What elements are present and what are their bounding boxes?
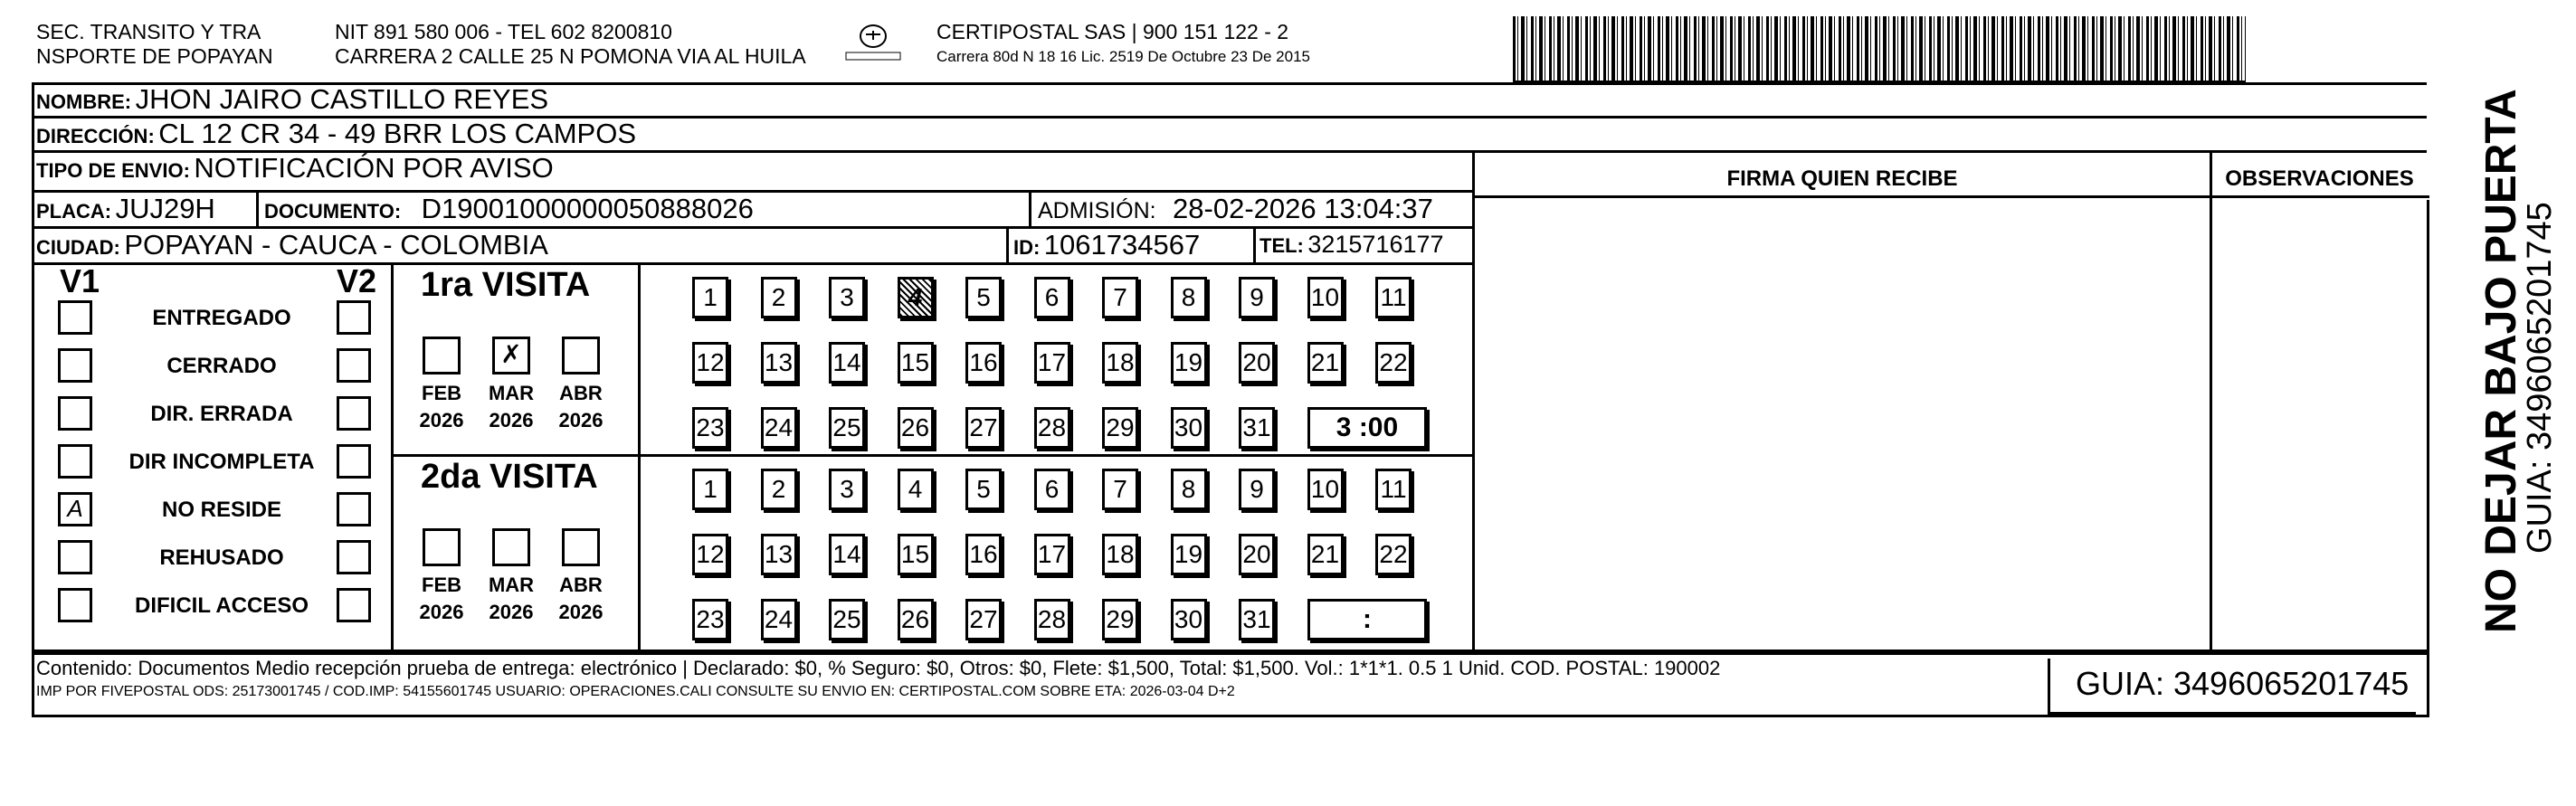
placa-value: JUJ29H: [115, 193, 215, 224]
day-box[interactable]: 9: [1239, 277, 1275, 318]
documento-value: D19001000000050888026: [421, 193, 754, 224]
day-box[interactable]: 11: [1375, 469, 1412, 510]
day-box[interactable]: 19: [1171, 342, 1207, 384]
day-box[interactable]: 12: [692, 534, 728, 575]
month-label: ABR: [559, 382, 603, 404]
agency-line-2: NSPORTE DE POPAYAN: [36, 44, 273, 68]
day-box[interactable]: 8: [1171, 469, 1207, 510]
address-line: CARRERA 2 CALLE 25 N POMONA VIA AL HUILA: [335, 44, 806, 68]
day-box[interactable]: 31: [1239, 599, 1275, 640]
day-box[interactable]: 24: [761, 407, 797, 449]
day-box[interactable]: 10: [1307, 277, 1344, 318]
day-box[interactable]: 11: [1375, 277, 1412, 318]
day-box[interactable]: 18: [1102, 534, 1138, 575]
status-option-label: REHUSADO: [159, 545, 284, 570]
month-label: MAR: [488, 574, 535, 596]
day-box[interactable]: 22: [1375, 342, 1412, 384]
day-box[interactable]: 1: [692, 277, 728, 318]
admision-label: ADMISIÓN:: [1038, 198, 1156, 223]
divider: [1006, 226, 1009, 262]
year-label: 2026: [558, 601, 604, 623]
documento-row: [264, 193, 754, 225]
day-box[interactable]: 14: [829, 534, 865, 575]
year-label: 2026: [489, 409, 534, 431]
day-box[interactable]: 12: [692, 342, 728, 384]
day-box[interactable]: 25: [829, 407, 865, 449]
tel-label: TEL:: [1259, 234, 1304, 257]
month-label: FEB: [422, 574, 461, 596]
month-checkbox[interactable]: ✗: [492, 337, 530, 375]
day-box[interactable]: 2: [761, 469, 797, 510]
id-value: 1061734567: [1043, 229, 1201, 261]
day-box[interactable]: 10: [1307, 469, 1344, 510]
v2-checkbox[interactable]: [337, 588, 371, 622]
observaciones-label: OBSERVACIONES: [2225, 166, 2414, 191]
day-box[interactable]: 18: [1102, 342, 1138, 384]
day-box[interactable]: 7: [1102, 469, 1138, 510]
day-box[interactable]: 16: [965, 534, 1002, 575]
certipostal-logo: [841, 20, 905, 67]
day-box[interactable]: 30: [1171, 599, 1207, 640]
day-box[interactable]: 8: [1171, 277, 1207, 318]
month-checkbox[interactable]: [423, 337, 461, 375]
day-box[interactable]: 15: [898, 342, 934, 384]
direccion-value: CL 12 CR 34 - 49 BRR LOS CAMPOS: [158, 118, 636, 149]
day-box[interactable]: 21: [1307, 534, 1344, 575]
day-box[interactable]: 9: [1239, 469, 1275, 510]
divider: [256, 190, 259, 226]
v1-checkbox[interactable]: [58, 348, 92, 383]
day-box[interactable]: 7: [1102, 277, 1138, 318]
month-checkbox[interactable]: [492, 528, 530, 566]
day-box[interactable]: 29: [1102, 407, 1138, 449]
day-box[interactable]: 20: [1239, 342, 1275, 384]
barcode: [1513, 16, 2246, 81]
day-box[interactable]: 20: [1239, 534, 1275, 575]
v2-checkbox[interactable]: [337, 540, 371, 574]
v1-checkbox[interactable]: [58, 588, 92, 622]
day-box[interactable]: 19: [1171, 534, 1207, 575]
firma-label: FIRMA QUIEN RECIBE: [1726, 166, 1958, 191]
divider: [638, 262, 641, 652]
footer-guia: GUIA: 3496065201745: [2076, 665, 2410, 702]
year-label: 2026: [558, 409, 604, 431]
tel-row: [1259, 231, 1444, 259]
day-box[interactable]: 13: [761, 342, 797, 384]
year-label: 2026: [419, 601, 464, 623]
day-box[interactable]: 5: [965, 469, 1002, 510]
day-box[interactable]: 6: [1034, 277, 1070, 318]
v1-label: V1: [60, 262, 100, 299]
vertical-guia: GUIA: 3496065201745: [2521, 202, 2559, 554]
tipo-value: NOTIFICACIÓN POR AVISO: [194, 152, 554, 184]
ciudad-value: POPAYAN - CAUCA - COLOMBIA: [124, 229, 548, 261]
day-box[interactable]: 16: [965, 342, 1002, 384]
day-box[interactable]: 6: [1034, 469, 1070, 510]
v2-label: V2: [337, 262, 377, 299]
tel-value: 3215716177: [1307, 231, 1444, 258]
documento-label: DOCUMENTO:: [264, 200, 402, 223]
day-box[interactable]: 2: [761, 277, 797, 318]
v1-checkbox[interactable]: [58, 396, 92, 431]
id-row: [1013, 229, 1200, 261]
month-checkbox[interactable]: [562, 337, 600, 375]
day-box[interactable]: 1: [692, 469, 728, 510]
year-label: 2026: [489, 601, 534, 623]
day-box[interactable]: 28: [1034, 407, 1070, 449]
footer-print-info: IMP POR FIVEPOSTAL ODS: 25173001745 / COD.IMP: 54155601745 USUARIO: OPERACIONES.CALI CONSULTE SU ENVIO EN: CERTIPOSTAL.COM SOBRE ETA: 2026-03-04 D+2: [36, 684, 1235, 699]
no-dejar-bajo-puerta: NO DEJAR BAJO PUERTA: [2477, 89, 2525, 633]
ciudad-label: CIUDAD:: [36, 236, 120, 259]
year-label: 2026: [419, 409, 464, 431]
divider: [391, 454, 1475, 457]
day-box[interactable]: 13: [761, 534, 797, 575]
divider: [2427, 82, 2432, 200]
ciudad-row: [36, 229, 548, 261]
direccion-row: [36, 118, 636, 148]
day-box[interactable]: 31: [1239, 407, 1275, 449]
time-box[interactable]: :: [1307, 599, 1427, 640]
status-option-label: DIFICIL ACCESO: [134, 593, 309, 618]
day-box[interactable]: 3: [829, 277, 865, 318]
day-box[interactable]: 17: [1034, 534, 1070, 575]
signature-area[interactable]: [1475, 198, 2210, 652]
tipo-label: TIPO DE ENVIO:: [36, 159, 190, 182]
status-option-label: CERRADO: [166, 354, 277, 378]
nombre-row: [36, 83, 548, 114]
day-box[interactable]: 17: [1034, 342, 1070, 384]
v2-checkbox[interactable]: [337, 492, 371, 526]
day-box[interactable]: 25: [829, 599, 865, 640]
header: [36, 20, 1520, 76]
day-box[interactable]: 15: [898, 534, 934, 575]
v2-checkbox[interactable]: [337, 300, 371, 335]
footer-contents: Contenido: Documentos Medio recepción prueba de entrega: electrónico | Declarado: $0, % Seguro: $0, Otros: $0, Flete: $1,500, Total: $1,500. Vol.: 1*1*1. 0.5 1 Unid. COD. POSTAL: 190002: [36, 657, 1721, 679]
divider: [32, 262, 1475, 265]
day-box[interactable]: 14: [829, 342, 865, 384]
nombre-label: NOMBRE:: [36, 90, 132, 113]
direccion-label: DIRECCIÓN:: [36, 125, 155, 147]
day-box[interactable]: 21: [1307, 342, 1344, 384]
day-box[interactable]: 5: [965, 277, 1002, 318]
day-box[interactable]: 22: [1375, 534, 1412, 575]
status-option-label: DIR INCOMPLETA: [128, 450, 315, 474]
day-box[interactable]: 4: [898, 469, 934, 510]
agency-name: [36, 20, 273, 69]
day-box[interactable]: 24: [761, 599, 797, 640]
day-box[interactable]: 3: [829, 469, 865, 510]
v1-checkbox[interactable]: A: [58, 492, 92, 526]
status-option-label: NO RESIDE: [161, 498, 282, 522]
v2-checkbox[interactable]: [337, 396, 371, 431]
month-label: ABR: [559, 574, 603, 596]
status-option-label: ENTREGADO: [152, 306, 291, 330]
visit-title: 1ra VISITA: [421, 266, 591, 304]
month-label: FEB: [422, 382, 461, 404]
agency-line-1: SEC. TRANSITO Y TRA: [36, 20, 261, 43]
day-box[interactable]: 27: [965, 599, 1002, 640]
admision-row: [1038, 193, 1433, 225]
id-label: ID:: [1013, 236, 1041, 259]
agency-contact: [335, 20, 806, 69]
v1-checkbox[interactable]: [58, 444, 92, 479]
company-info: [936, 20, 1310, 69]
observations-area[interactable]: [2212, 198, 2427, 652]
day-box[interactable]: 27: [965, 407, 1002, 449]
company-line: CERTIPOSTAL SAS | 900 151 122 - 2: [936, 20, 1289, 43]
day-box[interactable]: 26: [898, 599, 934, 640]
v2-checkbox[interactable]: [337, 348, 371, 383]
time-box[interactable]: 3 :00: [1307, 407, 1427, 449]
v1-checkbox[interactable]: [58, 300, 92, 335]
nombre-value: JHON JAIRO CASTILLO REYES: [135, 83, 549, 115]
month-label: MAR: [488, 382, 535, 404]
day-box[interactable]: 26: [898, 407, 934, 449]
status-option-label: DIR. ERRADA: [150, 402, 293, 426]
visit-title: 2da VISITA: [421, 458, 598, 496]
day-box[interactable]: 23: [692, 599, 728, 640]
divider: [391, 262, 394, 652]
placa-label: PLACA:: [36, 200, 112, 223]
license-line: Carrera 80d N 18 16 Lic. 2519 De Octubre 23 De 2015: [936, 48, 1310, 65]
day-box[interactable]: 23: [692, 407, 728, 449]
divider: [1029, 190, 1031, 226]
day-box[interactable]: 4: [898, 277, 934, 318]
month-checkbox[interactable]: [423, 528, 461, 566]
placa-row: [36, 193, 215, 223]
v1-checkbox[interactable]: [58, 540, 92, 574]
tipo-row: [36, 152, 554, 183]
day-box[interactable]: 29: [1102, 599, 1138, 640]
footer-frame: [32, 652, 2429, 717]
admision-value: 28-02-2026 13:04:37: [1173, 193, 1433, 224]
v2-checkbox[interactable]: [337, 444, 371, 479]
month-checkbox[interactable]: [562, 528, 600, 566]
day-box[interactable]: 28: [1034, 599, 1070, 640]
day-box[interactable]: 30: [1171, 407, 1207, 449]
divider: [1253, 226, 1256, 262]
nit-line: NIT 891 580 006 - TEL 602 8200810: [335, 20, 672, 43]
